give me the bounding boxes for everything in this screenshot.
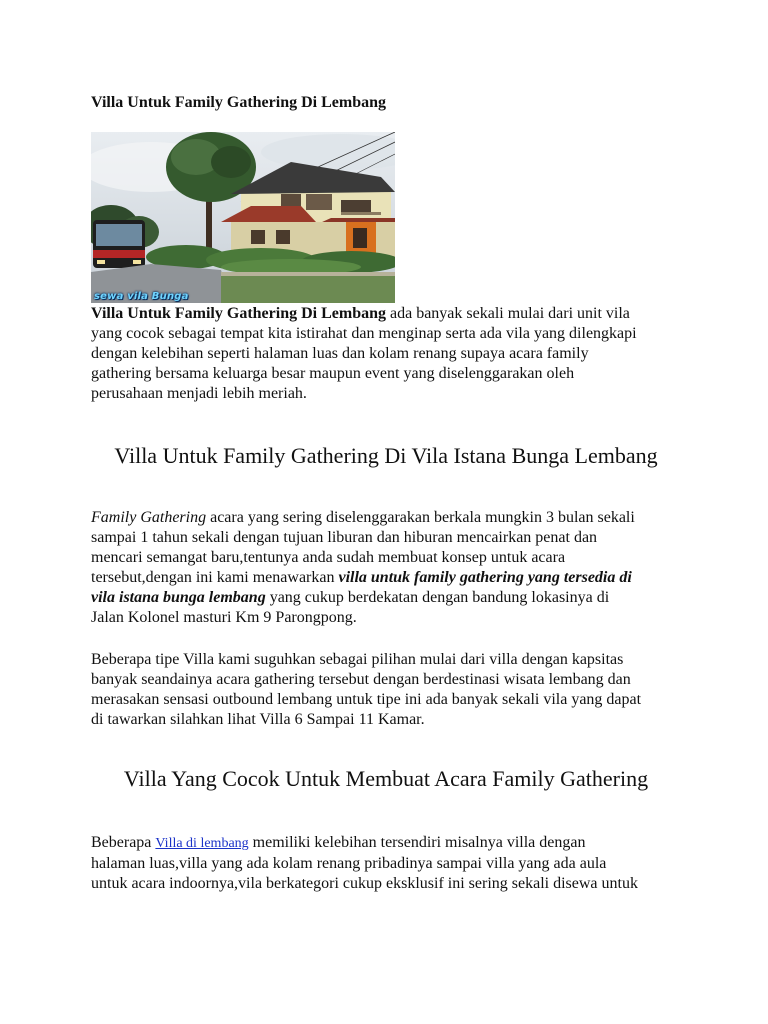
section-heading-suitable-villa: Villa Yang Cocok Untuk Membuat Acara Family Gathering (123, 766, 649, 791)
villa-lembang-paragraph: Beberapa Villa di lembang memiliki kelebihan tersendiri misalnya villa dengan halaman luas,villa yang ada kolam renang pribadinya sampai villa yang ada aula untuk acara indoornya,vila berkategori cukup eksklusif ini sering sekali disewa untuk (91, 834, 638, 892)
family-gathering-paragraph: Family Gathering acara yang sering diselenggarakan berkala mungkin 3 bulan sekali sampai 1 tahun sekali dengan tujuan liburan dan hiburan mencairkan penat dan mencari semangat baru,tentunya anda sudah membuat konsep untuk acara tersebut,dengan ini kami menawarkan villa untuk family gathering yang tersedia di vila istana bunga lembang yang cukup berdekatan dengan bandung lokasinya di Jalan Kolonel masturi Km 9 Parongpong. (91, 509, 635, 626)
villa-photo (91, 132, 395, 303)
intro-paragraph: Villa Untuk Family Gathering Di Lembang ada banyak sekali mulai dari unit vila yang cocok sebagai tempat kita istirahat dan menginap serta ada vila yang dilengkapi dengan kelebihan seperti halaman luas dan kolam renang supaya acara family gathering bersama keluarga besar maupun event yang diselenggarakan oleh perusahaan menjadi lebih meriah. (91, 305, 637, 402)
document-title: Villa Untuk Family Gathering Di Lembang (91, 94, 386, 111)
villa-di-lembang-link[interactable]: Villa di lembang (155, 836, 249, 851)
intro-bold-phrase: Villa Untuk Family Gathering Di Lembang (91, 305, 386, 322)
photo-watermark: sewa vila Bunga (94, 291, 189, 302)
villa-types-paragraph: Beberapa tipe Villa kami suguhkan sebagai pilihan mulai dari villa dengan kapsitas banyak seandainya acara gathering tersebut dengan berdestinasi wisata lembang dan merasakan sensasi outbound lembang untuk tipe ini ada banyak sekali vila yang dapat di tawarkan silahkan lihat Villa 6 Sampai 11 Kamar. (91, 651, 642, 728)
section-heading-istana-bunga: Villa Untuk Family Gathering Di Vila Istana Bunga Lembang (114, 443, 658, 468)
